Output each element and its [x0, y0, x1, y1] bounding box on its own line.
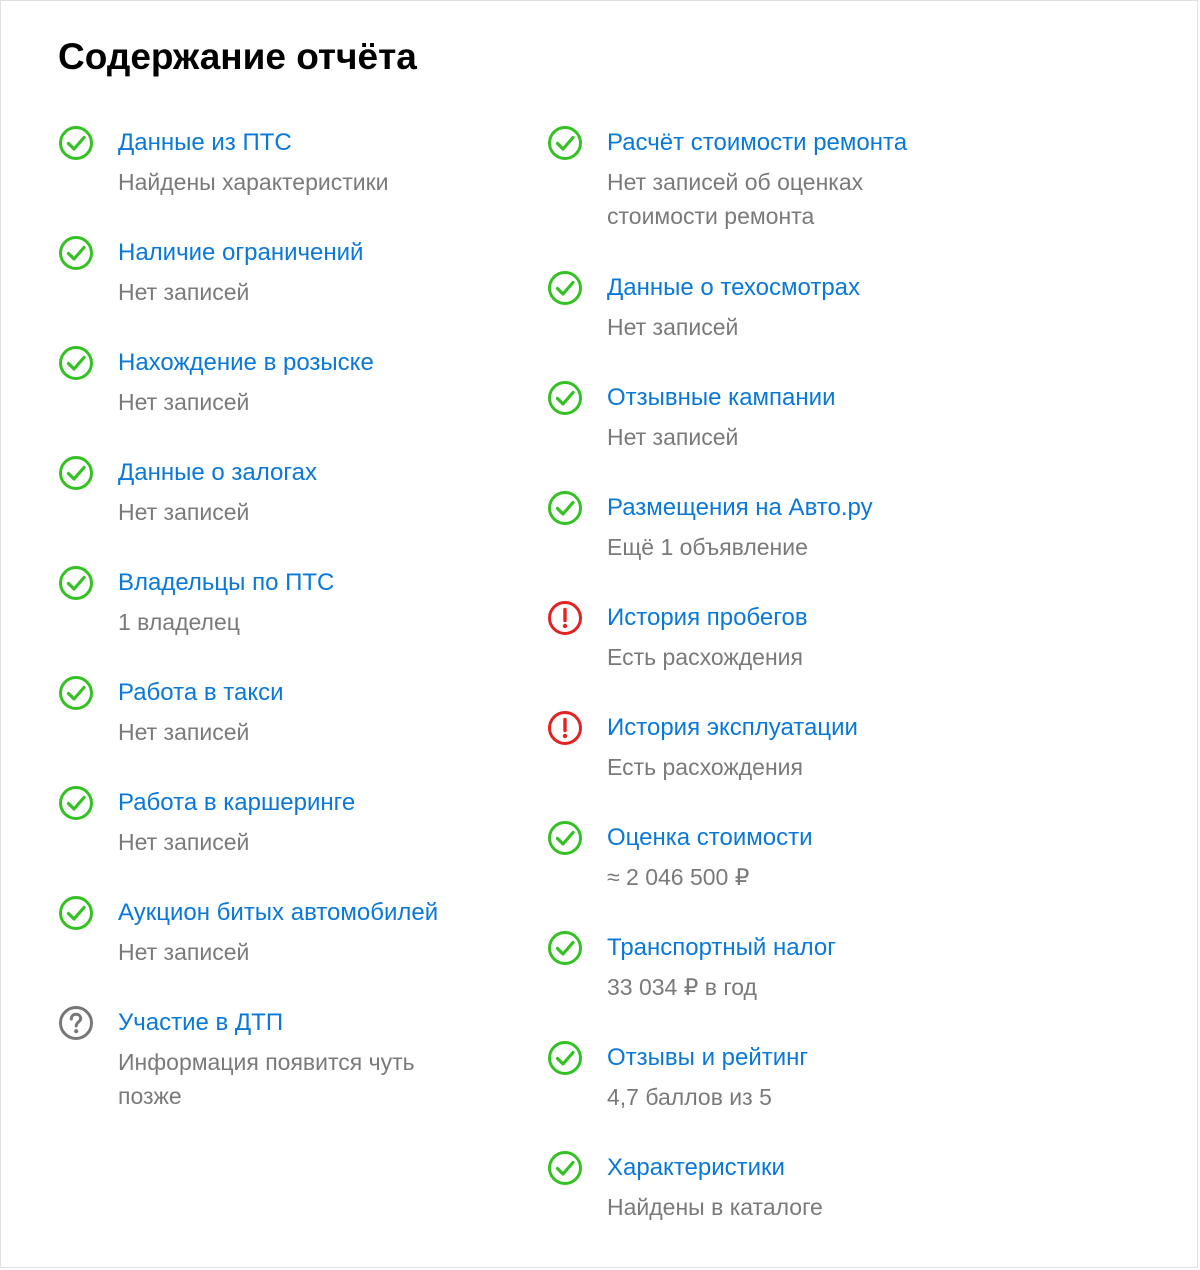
report-section-status: 1 владелец: [118, 609, 240, 635]
report-section-link[interactable]: Владельцы по ПТС: [118, 569, 335, 596]
report-section-item: [547, 1150, 987, 1260]
report-section-status: Нет записей: [118, 499, 250, 525]
report-section-status: Ещё 1 объявление: [607, 534, 808, 560]
report-section-status: Нет записей: [607, 314, 739, 340]
report-section-link[interactable]: Данные о залогах: [118, 459, 317, 486]
report-section-status: Есть расхождения: [607, 644, 803, 670]
report-section-link[interactable]: Данные из ПТС: [118, 129, 292, 156]
report-section-status: Найдены характеристики: [118, 169, 389, 195]
report-section-status: 33 034 ₽ в год: [607, 974, 757, 1000]
report-section-link[interactable]: Аукцион битых автомобилей: [118, 899, 439, 926]
report-section-status: Найдены в каталоге: [607, 1194, 823, 1220]
check-circle-icon: [547, 820, 583, 856]
report-section-status: Нет записей: [118, 389, 250, 415]
report-section-item: [547, 710, 987, 820]
report-section-status: Нет записей: [118, 719, 250, 745]
report-section-status: Нет записей: [607, 424, 739, 450]
report-sections-right-column: [547, 125, 987, 1260]
report-section-status: Нет записей об оценках стоимости ремонта: [607, 169, 864, 229]
report-section-item: [58, 1005, 488, 1115]
check-circle-icon: [58, 345, 94, 381]
report-section-item: [547, 930, 987, 1040]
report-section-item: [547, 600, 987, 710]
report-section-item: [547, 820, 987, 930]
report-section-link[interactable]: Оценка стоимости: [607, 824, 813, 851]
exclamation-circle-icon: [547, 600, 583, 636]
report-section-item: [58, 785, 488, 895]
check-circle-icon: [58, 235, 94, 271]
report-section-link[interactable]: Расчёт стоимости ремонта: [607, 129, 908, 156]
report-section-link[interactable]: Участие в ДТП: [118, 1009, 284, 1036]
report-section-link[interactable]: Нахождение в розыске: [118, 349, 374, 376]
question-circle-icon: [58, 1005, 94, 1041]
check-circle-icon: [547, 1150, 583, 1186]
report-section-item: [547, 1040, 987, 1150]
report-section-link[interactable]: История эксплуатации: [607, 714, 858, 741]
report-section-link[interactable]: Размещения на Авто.ру: [607, 494, 873, 521]
report-sections-left-column: [58, 125, 488, 1115]
report-section-status: Нет записей: [118, 829, 250, 855]
report-section-link[interactable]: Работа в каршеринге: [118, 789, 356, 816]
report-section-status: Нет записей: [118, 279, 250, 305]
check-circle-icon: [58, 455, 94, 491]
report-section-item: [58, 565, 488, 675]
check-circle-icon: [547, 270, 583, 306]
report-section-item: [547, 270, 987, 380]
report-section-link[interactable]: Наличие ограничений: [118, 239, 364, 266]
report-section-item: [58, 125, 488, 235]
report-section-status: Есть расхождения: [607, 754, 803, 780]
check-circle-icon: [547, 380, 583, 416]
check-circle-icon: [547, 930, 583, 966]
page-title: Содержание отчёта: [58, 36, 417, 77]
report-section-link[interactable]: Характеристики: [607, 1154, 785, 1181]
report-section-item: [58, 345, 488, 455]
report-section-link[interactable]: История пробегов: [607, 604, 808, 631]
check-circle-icon: [58, 785, 94, 821]
report-section-item: [547, 380, 987, 490]
check-circle-icon: [547, 1040, 583, 1076]
check-circle-icon: [547, 490, 583, 526]
report-section-status: ≈ 2 046 500 ₽: [607, 864, 750, 890]
report-section-link[interactable]: Данные о техосмотрах: [607, 274, 861, 301]
report-section-status: Нет записей: [118, 939, 250, 965]
check-circle-icon: [58, 675, 94, 711]
report-section-item: [58, 895, 488, 1005]
exclamation-circle-icon: [547, 710, 583, 746]
report-section-status: 4,7 баллов из 5: [607, 1084, 772, 1110]
check-circle-icon: [58, 895, 94, 931]
check-circle-icon: [58, 565, 94, 601]
report-section-link[interactable]: Работа в такси: [118, 679, 284, 706]
check-circle-icon: [547, 125, 583, 161]
report-section-item: [547, 490, 987, 600]
report-section-item: [58, 235, 488, 345]
report-section-item: [58, 455, 488, 565]
report-section-link[interactable]: Отзывные кампании: [607, 384, 836, 411]
check-circle-icon: [58, 125, 94, 161]
report-section-item: [58, 675, 488, 785]
report-section-item: [547, 125, 987, 270]
report-section-link[interactable]: Отзывы и рейтинг: [607, 1044, 809, 1071]
report-section-status: Информация появится чуть позже: [118, 1049, 415, 1109]
report-section-link[interactable]: Транспортный налог: [607, 934, 836, 961]
